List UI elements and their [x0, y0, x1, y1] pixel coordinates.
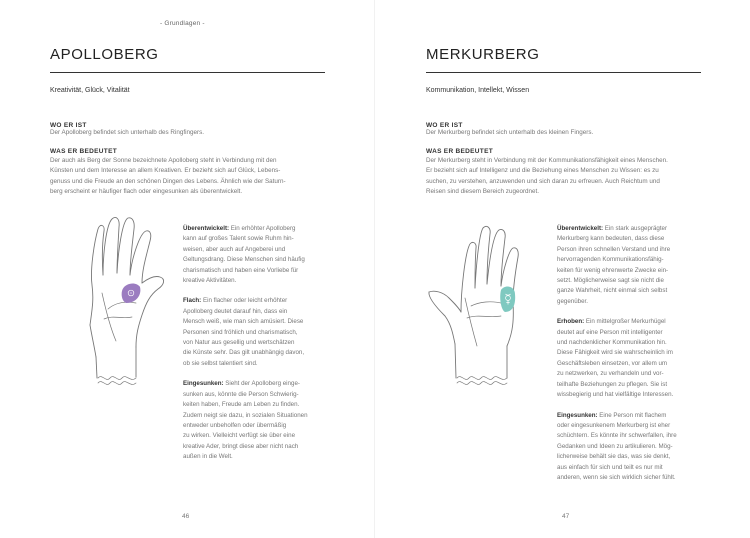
- desc-label: Eingesunken:: [557, 411, 598, 419]
- desc-line: Merkurberg kann bedeuten, dass diese: [557, 235, 665, 243]
- hand-illustration: [425, 220, 525, 395]
- wo-text: Der Apolloberg befindet sich unterhalb des Ringfingers.: [50, 129, 205, 136]
- desc-line: deutet auf eine Person mit intelligenter: [557, 328, 663, 336]
- desc-line: kreative Ader, bringt diese aber nicht nach: [183, 442, 299, 450]
- was-line: Reisen sind diesem Bereich zugeordnet.: [426, 187, 540, 195]
- was-text: [426, 156, 668, 197]
- desc-line: oder eingesunkenem Merkurberg ist eher: [557, 421, 671, 429]
- desc-line: Geltungsdrang. Diese Menschen sind häufig: [183, 256, 305, 264]
- desc-line: Personen sind fröhlich und charismatisch,: [183, 328, 298, 336]
- desc-line: Ein flacher oder leicht erhöhter: [201, 297, 288, 305]
- desc-line: und nachdenklicher Kommunikation hin.: [557, 339, 667, 347]
- desc-line: gegenüber.: [557, 297, 588, 305]
- mount-descriptions: [183, 224, 333, 473]
- desc-line: Geschäftsleben einsetzen, vor allem um: [557, 359, 668, 367]
- desc-ueberentwickelt: [183, 224, 333, 286]
- desc-line: Apolloberg deutet darauf hin, dass ein: [183, 307, 288, 315]
- hand-illustration: [80, 215, 170, 395]
- desc-line: Eine Person mit flachem: [597, 411, 667, 419]
- desc-line: licherweise behält sie das, was sie denkt,: [557, 453, 671, 461]
- desc-line: zu wirken. Vielleicht verfügt sie über eine: [183, 432, 296, 440]
- title-rule: [426, 72, 701, 73]
- desc-flach: [183, 296, 333, 369]
- desc-erhoben: [557, 317, 707, 400]
- desc-label: Überentwickelt:: [183, 225, 230, 232]
- desc-line: aus einfach für sich und teilt es nur mit: [557, 463, 663, 471]
- desc-label: Eingesunken:: [183, 380, 224, 388]
- desc-line: teilhafte Beziehungen zu pflegen. Sie ist: [557, 380, 668, 388]
- desc-line: Zudem neigt sie dazu, in sozialen Situationen: [183, 411, 308, 419]
- desc-line: Ein erhöhter Apolloberg: [229, 225, 296, 232]
- subtitle: Kreativität, Glück, Vitalität: [50, 87, 130, 94]
- page-number: 47: [562, 513, 570, 520]
- was-text: [50, 156, 286, 197]
- desc-line: wissbegierig und hat vielfältige Interessen.: [557, 391, 674, 399]
- desc-line: die Künste sehr. Das gilt unabhängig davon,: [183, 349, 305, 357]
- page-title-apolloberg: APOLLOBERG: [50, 46, 159, 63]
- desc-line: kreative Aktivitäten.: [183, 277, 237, 285]
- mount-descriptions: [557, 224, 707, 493]
- desc-line: charismatisch und haben eine Vorliebe für: [183, 266, 299, 274]
- was-line: Künsten und dem Interesse an allem Kreativen. Er bezieht sich auf Glück, Lebens-: [50, 167, 281, 175]
- wo-text: Der Merkurberg befindet sich unterhalb des kleinen Fingers.: [426, 129, 594, 136]
- desc-line: Ein stark ausgeprägter: [603, 225, 668, 232]
- desc-line: sunken aus, könnte die Person Schwierig-: [183, 390, 299, 398]
- wo-heading: WO ER IST: [50, 122, 87, 129]
- desc-label: Überentwickelt:: [557, 225, 604, 232]
- subtitle: Kommunikation, Intellekt, Wissen: [426, 87, 530, 94]
- page-title-merkurberg: MERKURBERG: [426, 46, 540, 63]
- desc-line: Diese Fähigkeit wird sie wahrscheinlich im: [557, 349, 673, 357]
- desc-line: Sieht der Apolloberg einge-: [223, 380, 300, 388]
- desc-ueberentwickelt: [557, 224, 707, 307]
- was-heading: WAS ER BEDEUTET: [50, 148, 117, 155]
- desc-line: setzt. Möglicherweise sagt sie nicht die: [557, 277, 664, 285]
- desc-line: keiten für wenig ehrenwerte Zwecke ein-: [557, 266, 669, 274]
- desc-eingesunken: [557, 411, 707, 484]
- desc-label: Erhoben:: [557, 318, 585, 326]
- desc-line: außen in die Welt.: [183, 453, 233, 461]
- desc-line: entweder unbeholfen oder übermäßig: [183, 421, 287, 429]
- desc-line: weisen, aber auch auf Angeberei und: [183, 245, 286, 253]
- was-line: suchen, zu verstehen, anzuwenden und sich daran zu erfreuen. Auch Reichtum und: [426, 177, 660, 185]
- desc-line: anderen, wenn sie sich wirklich sicher fühlt.: [557, 473, 676, 481]
- was-line: genuss und die Freude an den schönen Dingen des Lebens. Ähnlich wie der Saturn-: [50, 177, 286, 185]
- desc-line: keiten haben, Freude am Leben zu finden.: [183, 401, 300, 409]
- desc-line: Person ihren schnellen Verstand und ihre: [557, 245, 671, 253]
- desc-line: Ein mittelgroßer Merkurhügel: [584, 318, 666, 326]
- desc-line: kann auf großes Talent sowie Ruhm hin-: [183, 235, 294, 243]
- desc-line: Mensch weiß, wie man sich amüsiert. Diese: [183, 318, 304, 326]
- page-number: 46: [182, 513, 190, 520]
- desc-line: Gedanken und Ideen zu artikulieren. Mög-: [557, 442, 673, 450]
- was-line: Der auch als Berg der Sonne bezeichnete Apolloberg steht in Verbindung mit den: [50, 157, 277, 164]
- was-line: Er bezieht sich auf Intelligenz und die Beziehung eines Menschen zu Wissen: es zu: [426, 167, 659, 175]
- was-line: berg erscheint er häufiger flach oder eingesunken als überentwickelt.: [50, 187, 243, 195]
- right-page: [375, 0, 750, 538]
- title-rule: [50, 72, 325, 73]
- desc-eingesunken: [183, 379, 333, 462]
- running-head: - Grundlagen -: [160, 20, 205, 27]
- desc-line: ganze Wahrheit, nicht einmal sich selbst: [557, 287, 668, 295]
- desc-line: von Natur aus gesellig und wertschätzen: [183, 339, 295, 347]
- desc-line: schüchtern. Es könnte ihr schwerfallen, ihre: [557, 432, 677, 440]
- was-line: Der Merkurberg steht in Verbindung mit der Kommunikationsfähigkeit eines Menschen.: [426, 157, 668, 164]
- desc-line: zu netzwerken, zu verhandeln und vor-: [557, 370, 664, 378]
- desc-line: hervorragenden Kommunikationsfähig-: [557, 256, 664, 264]
- was-heading: WAS ER BEDEUTET: [426, 148, 493, 155]
- desc-label: Flach:: [183, 297, 202, 305]
- wo-heading: WO ER IST: [426, 122, 463, 129]
- desc-line: ob sie selbst talentiert sind.: [183, 359, 258, 367]
